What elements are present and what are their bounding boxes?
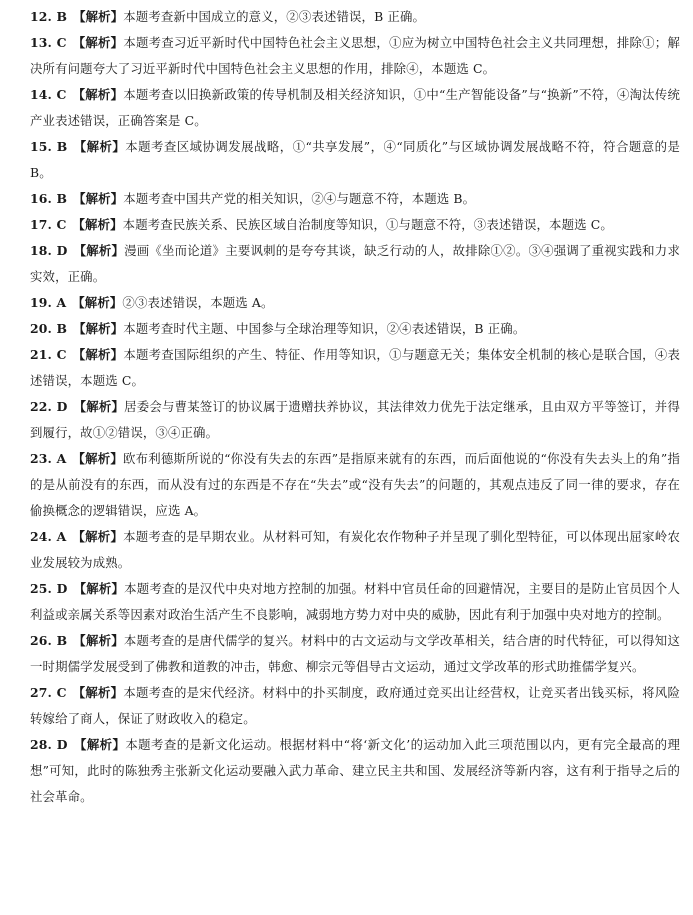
answer-item-15	[30, 134, 680, 186]
analysis-tag: 【解析】	[72, 451, 123, 466]
answer-item-16	[30, 186, 680, 212]
item-text: 本题考查的是汉代中央对地方控制的加强。材料中官员任命的回避情况，主要目的是防止官员因个人利益或亲属关系等因素对政治生活产生不良影响，减弱地方势力对中央的威胁，因此有利于加强中央对地方的控制。	[30, 581, 680, 622]
item-text: 本题考查以旧换新政策的传导机制及相关经济知识，①中“生产智能设备”与“换新”不符，④淘汰传统产业表述错误，正确答案是 C。	[30, 87, 680, 128]
answer-item-27	[30, 680, 680, 732]
item-text: 本题考查习近平新时代中国特色社会主义思想，①应为树立中国特色社会主义共同理想，排除①；解决所有问题夸大了习近平新时代中国特色社会主义思想的作用，排除④，本题选 C。	[30, 35, 680, 76]
item-number: 25. D	[30, 581, 68, 596]
answer-item-26	[30, 628, 680, 680]
answer-item-28	[30, 732, 680, 810]
analysis-tag: 【解析】	[72, 685, 124, 700]
item-text: 本题考查区域协调发展战略，①“共享发展”，④“同质化”与区域协调发展战略不符，符合题意的是 B。	[30, 139, 680, 180]
analysis-tag: 【解析】	[73, 399, 125, 414]
answer-item-12	[30, 4, 680, 30]
answer-item-18	[30, 238, 680, 290]
analysis-tag: 【解析】	[73, 737, 126, 752]
analysis-tag: 【解析】	[73, 191, 124, 206]
item-text: 本题考查的是新文化运动。根据材料中“将‘新文化’的运动加入此三项范围以内，更有完全最高的理想”可知，此时的陈独秀主张新文化运动要融入武力革命、建立民主共和国、发展经济等新内容，这有利于指导之后的社会革命。	[30, 737, 680, 804]
item-text: 本题考查新中国成立的意义，②③表述错误，B 正确。	[123, 9, 426, 24]
analysis-tag: 【解析】	[72, 347, 124, 362]
item-number: 20. B	[30, 321, 68, 336]
item-text: 本题考查的是早期农业。从材料可知，有炭化农作物种子并呈现了驯化型特征，可以体现出屈家岭农业发展较为成熟。	[30, 529, 680, 570]
item-number: 17. C	[30, 217, 67, 232]
item-number: 14. C	[30, 87, 67, 102]
analysis-tag: 【解析】	[73, 321, 124, 336]
answer-item-20	[30, 316, 680, 342]
item-text: ②③表述错误，本题选 A。	[122, 295, 274, 310]
analysis-tag: 【解析】	[72, 87, 124, 102]
analysis-tag: 【解析】	[72, 529, 124, 544]
answer-item-23	[30, 446, 680, 524]
answer-item-14	[30, 82, 680, 134]
item-number: 15. B	[30, 139, 68, 154]
analysis-tag: 【解析】	[73, 243, 125, 258]
answer-item-13	[30, 30, 680, 82]
item-number: 26. B	[30, 633, 68, 648]
analysis-tag: 【解析】	[72, 35, 124, 50]
analysis-tag: 【解析】	[73, 139, 126, 154]
item-text: 本题考查民族关系、民族区域自治制度等知识，①与题意不符，③表述错误，本题选 C。	[122, 217, 613, 232]
item-text: 漫画《坐而论道》主要讽刺的是夸夸其谈，缺乏行动的人，故排除①②。③④强调了重视实践和力求实效，正确。	[30, 243, 680, 284]
item-text: 本题考查时代主题、中国参与全球治理等知识，②④表述错误，B 正确。	[123, 321, 526, 336]
answer-item-24	[30, 524, 680, 576]
item-number: 28. D	[30, 737, 68, 752]
item-text: 本题考查的是唐代儒学的复兴。材料中的古文运动与文学改革相关，结合唐的时代特征，可以得知这一时期儒学发展受到了佛教和道教的冲击，韩愈、柳宗元等倡导古文运动，通过文学改革的形式助推儒学复兴。	[30, 633, 680, 674]
answer-item-21	[30, 342, 680, 394]
item-number: 22. D	[30, 399, 68, 414]
answer-item-25	[30, 576, 680, 628]
item-number: 13. C	[30, 35, 67, 50]
item-number: 23. A	[30, 451, 67, 466]
answer-item-19	[30, 290, 680, 316]
item-text: 居委会与曹某签订的协议属于遗赠扶养协议，其法律效力优先于法定继承，且由双方平等签订，并得到履行，故①②错误，③④正确。	[30, 399, 680, 440]
item-number: 16. B	[30, 191, 68, 206]
item-text: 欧布利德斯所说的“你没有失去的东西”是指原来就有的东西，而后面他说的“你没有失去头上的角”指的是从前没有的东西，而从没有过的东西是不存在“失去”或“没有失去”的问题的，其观点违反了同一律的要求，存在偷换概念的逻辑错误，应选 A。	[30, 451, 680, 518]
analysis-tag: 【解析】	[72, 295, 123, 310]
analysis-tag: 【解析】	[73, 9, 124, 24]
answer-item-17	[30, 212, 680, 238]
item-number: 27. C	[30, 685, 67, 700]
analysis-tag: 【解析】	[73, 581, 125, 596]
answer-item-22	[30, 394, 680, 446]
item-number: 24. A	[30, 529, 67, 544]
item-number: 21. C	[30, 347, 67, 362]
item-text: 本题考查的是宋代经济。材料中的扑买制度，政府通过竞买出让经营权，让竞买者出钱买标，将风险转嫁给了商人，保证了财政收入的稳定。	[30, 685, 680, 726]
item-number: 12. B	[30, 9, 68, 24]
item-number: 19. A	[30, 295, 67, 310]
analysis-tag: 【解析】	[72, 217, 123, 232]
item-text: 本题考查国际组织的产生、特征、作用等知识，①与题意无关；集体安全机制的核心是联合国，④表述错误，本题选 C。	[30, 347, 680, 388]
item-number: 18. D	[30, 243, 68, 258]
answer-explanations	[30, 4, 680, 810]
item-text: 本题考查中国共产党的相关知识，②④与题意不符，本题选 B。	[123, 191, 476, 206]
analysis-tag: 【解析】	[73, 633, 124, 648]
